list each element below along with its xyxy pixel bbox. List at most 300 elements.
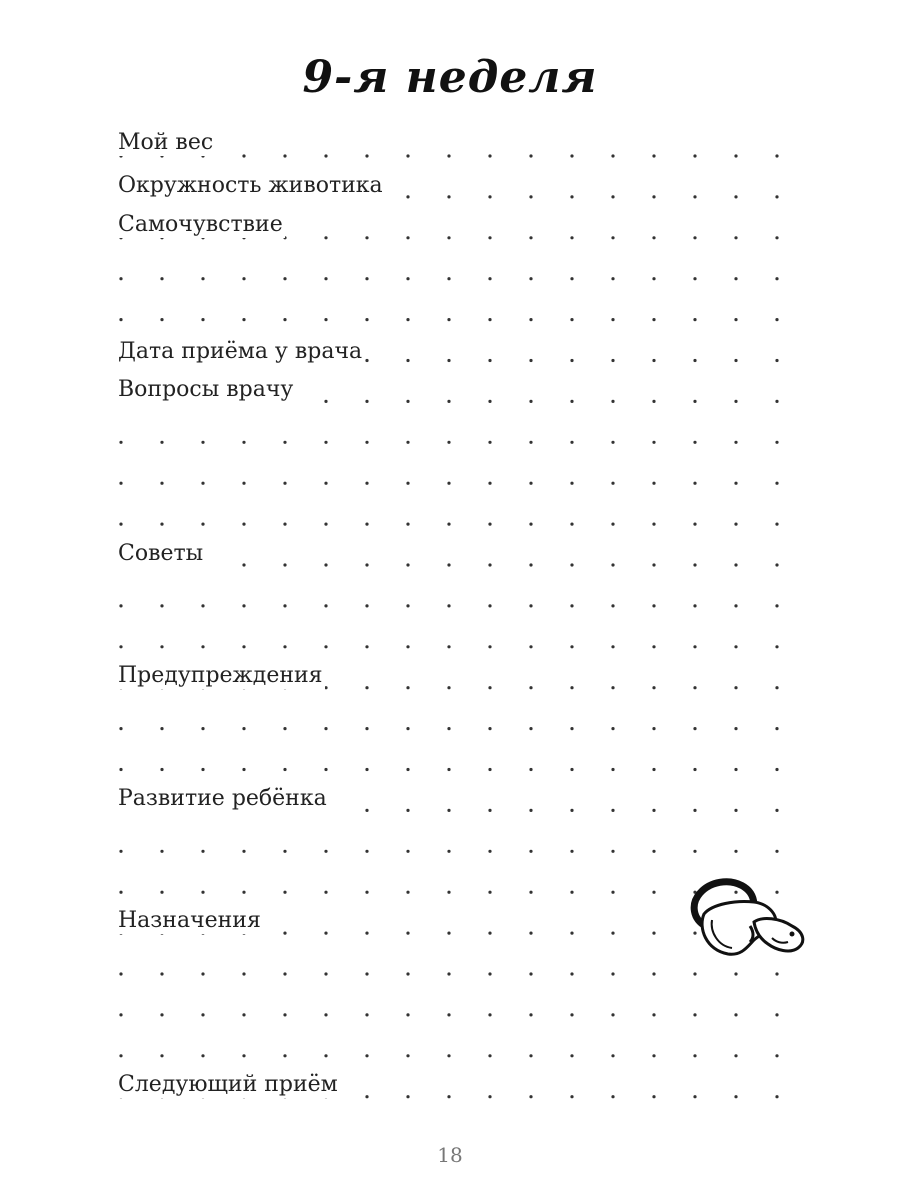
grid-dot: [693, 645, 696, 648]
grid-dot: [611, 932, 614, 935]
grid-dot: [693, 277, 696, 280]
grid-dot: [775, 359, 778, 362]
grid-dot: [324, 154, 327, 157]
grid-dot: [201, 768, 204, 771]
grid-dot: [488, 1095, 491, 1098]
grid-dot: [611, 482, 614, 485]
grid-dot: [365, 932, 368, 935]
grid-dot: [365, 154, 368, 157]
grid-dot: [529, 236, 532, 239]
grid-dot: [529, 482, 532, 485]
grid-dot: [324, 645, 327, 648]
grid-dot: [570, 563, 573, 566]
grid-dot: [488, 1013, 491, 1016]
grid-dot: [406, 645, 409, 648]
grid-dot: [652, 972, 655, 975]
grid-dot: [488, 563, 491, 566]
grid-dot: [365, 400, 368, 403]
grid-dot: [488, 686, 491, 689]
grid-dot: [734, 195, 737, 198]
grid-dot: [611, 850, 614, 853]
grid-dot: [406, 523, 409, 526]
grid-dot: [447, 359, 450, 362]
grid-dot: [652, 768, 655, 771]
grid-dot: [570, 154, 573, 157]
grid-dot: [447, 768, 450, 771]
grid-dot: [529, 277, 532, 280]
page-number: 18: [437, 1143, 463, 1167]
grid-dot: [529, 195, 532, 198]
grid-dot: [734, 727, 737, 730]
grid-dot: [611, 891, 614, 894]
grid-dot: [365, 482, 368, 485]
grid-dot: [119, 645, 122, 648]
grid-dot: [201, 441, 204, 444]
grid-dot: [488, 727, 491, 730]
grid-dot: [324, 727, 327, 730]
grid-dot: [242, 563, 245, 566]
grid-dot: [775, 400, 778, 403]
grid-dot: [160, 523, 163, 526]
grid-dot: [570, 686, 573, 689]
grid-dot: [693, 482, 696, 485]
grid-dot: [365, 359, 368, 362]
grid-dot: [365, 809, 368, 812]
grid-dot: [119, 1013, 122, 1016]
grid-dot: [283, 768, 286, 771]
grid-dot: [324, 850, 327, 853]
grid-dot: [365, 1095, 368, 1098]
grid-dot: [283, 645, 286, 648]
grid-dot: [488, 154, 491, 157]
field-warnings: Предупреждения: [118, 663, 323, 688]
grid-dot: [652, 195, 655, 198]
grid-dot: [570, 441, 573, 444]
field-doctor-questions: Вопросы врачу: [118, 377, 294, 402]
grid-dot: [775, 727, 778, 730]
grid-dot: [611, 318, 614, 321]
grid-dot: [160, 318, 163, 321]
grid-dot: [406, 972, 409, 975]
grid-dot: [693, 154, 696, 157]
grid-dot: [570, 809, 573, 812]
grid-dot: [529, 768, 532, 771]
grid-dot: [447, 645, 450, 648]
grid-dot: [488, 441, 491, 444]
grid-dot: [529, 1095, 532, 1098]
grid-dot: [488, 400, 491, 403]
grid-dot: [324, 482, 327, 485]
grid-dot: [447, 441, 450, 444]
grid-dot: [652, 236, 655, 239]
grid-dot: [734, 809, 737, 812]
grid-dot: [529, 563, 532, 566]
grid-dot: [160, 482, 163, 485]
grid-dot: [611, 1054, 614, 1057]
grid-dot: [570, 400, 573, 403]
grid-dot: [529, 850, 532, 853]
grid-dot: [693, 441, 696, 444]
grid-dot: [324, 400, 327, 403]
grid-dot: [611, 972, 614, 975]
grid-dot: [283, 523, 286, 526]
grid-dot: [734, 236, 737, 239]
grid-dot: [406, 727, 409, 730]
grid-dot: [447, 154, 450, 157]
grid-dot: [242, 727, 245, 730]
grid-dot: [242, 604, 245, 607]
grid-dot: [775, 686, 778, 689]
grid-dot: [160, 1054, 163, 1057]
grid-dot: [652, 1054, 655, 1057]
grid-dot: [652, 727, 655, 730]
grid-dot: [201, 727, 204, 730]
grid-dot: [160, 645, 163, 648]
grid-dot: [324, 972, 327, 975]
grid-dot: [119, 441, 122, 444]
grid-dot: [447, 523, 450, 526]
grid-dot: [365, 563, 368, 566]
grid-dot: [201, 1013, 204, 1016]
grid-dot: [529, 686, 532, 689]
grid-dot: [693, 1013, 696, 1016]
grid-dot: [365, 727, 368, 730]
grid-dot: [324, 604, 327, 607]
grid-dot: [693, 359, 696, 362]
grid-dot: [693, 850, 696, 853]
grid-dot: [447, 972, 450, 975]
grid-dot: [201, 604, 204, 607]
grid-dot: [324, 318, 327, 321]
field-belly: Окружность животика: [118, 173, 383, 198]
grid-dot: [447, 932, 450, 935]
grid-dot: [570, 277, 573, 280]
grid-dot: [447, 318, 450, 321]
grid-dot: [160, 768, 163, 771]
grid-dot: [734, 318, 737, 321]
grid-dot: [652, 277, 655, 280]
grid-dot: [652, 1095, 655, 1098]
grid-dot: [324, 441, 327, 444]
grid-dot: [324, 523, 327, 526]
grid-dot: [283, 1054, 286, 1057]
grid-dot: [488, 809, 491, 812]
grid-dot: [693, 318, 696, 321]
grid-dot: [611, 1095, 614, 1098]
grid-dot: [242, 891, 245, 894]
grid-dot: [406, 768, 409, 771]
grid-dot: [652, 604, 655, 607]
grid-dot: [447, 195, 450, 198]
grid-dot: [693, 523, 696, 526]
grid-dot: [693, 195, 696, 198]
grid-dot: [242, 523, 245, 526]
grid-dot: [652, 809, 655, 812]
grid-dot: [570, 359, 573, 362]
grid-dot: [570, 932, 573, 935]
grid-dot: [201, 482, 204, 485]
grid-dot: [611, 809, 614, 812]
grid-dot: [324, 236, 327, 239]
grid-dot: [488, 482, 491, 485]
grid-dot: [611, 523, 614, 526]
grid-dot: [119, 727, 122, 730]
grid-dot: [447, 1095, 450, 1098]
grid-dot: [406, 1054, 409, 1057]
grid-dot: [283, 1013, 286, 1016]
grid-dot: [406, 400, 409, 403]
grid-dot: [406, 1013, 409, 1016]
grid-dot: [652, 318, 655, 321]
grid-dot: [406, 195, 409, 198]
grid-dot: [570, 891, 573, 894]
grid-dot: [365, 850, 368, 853]
grid-dot: [365, 1013, 368, 1016]
grid-dot: [447, 891, 450, 894]
grid-dot: [652, 482, 655, 485]
grid-dot: [160, 727, 163, 730]
grid-dot: [283, 563, 286, 566]
grid-dot: [488, 645, 491, 648]
grid-dot: [365, 891, 368, 894]
grid-dot: [570, 645, 573, 648]
grid-dot: [611, 236, 614, 239]
grid-dot: [406, 236, 409, 239]
grid-dot: [775, 523, 778, 526]
grid-dot: [324, 1054, 327, 1057]
grid-dot: [324, 1013, 327, 1016]
grid-dot: [488, 850, 491, 853]
grid-dot: [693, 604, 696, 607]
grid-dot: [242, 441, 245, 444]
grid-dot: [529, 604, 532, 607]
grid-dot: [324, 891, 327, 894]
grid-dot: [365, 318, 368, 321]
grid-dot: [529, 891, 532, 894]
grid-dot: [283, 932, 286, 935]
grid-dot: [775, 1095, 778, 1098]
grid-dot: [652, 154, 655, 157]
grid-dot: [734, 686, 737, 689]
grid-dot: [488, 932, 491, 935]
grid-dot: [570, 482, 573, 485]
grid-dot: [775, 1013, 778, 1016]
grid-dot: [693, 768, 696, 771]
grid-dot: [201, 318, 204, 321]
grid-dot: [529, 523, 532, 526]
grid-dot: [611, 441, 614, 444]
grid-dot: [488, 236, 491, 239]
grid-dot: [283, 441, 286, 444]
grid-dot: [570, 318, 573, 321]
grid-dot: [611, 400, 614, 403]
grid-dot: [447, 604, 450, 607]
grid-dot: [652, 400, 655, 403]
grid-dot: [488, 604, 491, 607]
grid-dot: [406, 318, 409, 321]
grid-dot: [324, 768, 327, 771]
field-next-appointment: Следующий приём: [118, 1072, 338, 1097]
grid-dot: [406, 604, 409, 607]
grid-dot: [406, 809, 409, 812]
grid-dot: [611, 727, 614, 730]
grid-dot: [652, 850, 655, 853]
grid-dot: [324, 686, 327, 689]
grid-dot: [570, 195, 573, 198]
grid-dot: [406, 932, 409, 935]
grid-dot: [365, 441, 368, 444]
grid-dot: [570, 236, 573, 239]
grid-dot: [160, 850, 163, 853]
grid-dot: [119, 604, 122, 607]
grid-dot: [775, 195, 778, 198]
grid-dot: [529, 645, 532, 648]
grid-dot: [488, 277, 491, 280]
grid-dot: [652, 645, 655, 648]
grid-dot: [283, 154, 286, 157]
grid-dot: [775, 236, 778, 239]
grid-dot: [447, 809, 450, 812]
grid-dot: [365, 686, 368, 689]
grid-dot: [775, 318, 778, 321]
grid-dot: [119, 523, 122, 526]
grid-dot: [652, 563, 655, 566]
field-wellbeing: Самочувствие: [118, 212, 283, 237]
grid-dot: [611, 686, 614, 689]
grid-dot: [570, 768, 573, 771]
grid-dot: [119, 972, 122, 975]
field-advice: Советы: [118, 541, 204, 566]
page-title: 9-я неделя: [302, 52, 598, 103]
grid-dot: [324, 277, 327, 280]
grid-dot: [447, 236, 450, 239]
grid-dot: [734, 277, 737, 280]
grid-dot: [611, 563, 614, 566]
grid-dot: [447, 850, 450, 853]
pacifier-icon: [684, 876, 814, 966]
grid-dot: [611, 195, 614, 198]
grid-dot: [365, 604, 368, 607]
grid-dot: [775, 154, 778, 157]
grid-dot: [283, 277, 286, 280]
grid-dot: [406, 686, 409, 689]
grid-dot: [734, 523, 737, 526]
grid-dot: [488, 523, 491, 526]
grid-dot: [365, 972, 368, 975]
grid-dot: [734, 482, 737, 485]
grid-dot: [406, 441, 409, 444]
grid-dot: [201, 1054, 204, 1057]
grid-dot: [611, 154, 614, 157]
grid-dot: [201, 891, 204, 894]
grid-dot: [283, 972, 286, 975]
grid-dot: [160, 441, 163, 444]
grid-dot: [119, 318, 122, 321]
grid-dot: [570, 523, 573, 526]
grid-dot: [734, 645, 737, 648]
grid-dot: [406, 1095, 409, 1098]
grid-dot: [734, 850, 737, 853]
grid-dot: [406, 891, 409, 894]
field-weight: Мой вес: [118, 130, 214, 155]
grid-dot: [611, 359, 614, 362]
grid-dot: [734, 972, 737, 975]
grid-dot: [160, 604, 163, 607]
grid-dot: [529, 809, 532, 812]
grid-dot: [570, 727, 573, 730]
grid-dot: [734, 1095, 737, 1098]
grid-dot: [406, 850, 409, 853]
grid-dot: [734, 1054, 737, 1057]
field-prescriptions: Назначения: [118, 908, 261, 933]
grid-dot: [283, 482, 286, 485]
grid-dot: [283, 604, 286, 607]
grid-dot: [693, 727, 696, 730]
grid-dot: [570, 972, 573, 975]
grid-dot: [775, 563, 778, 566]
grid-dot: [529, 318, 532, 321]
grid-dot: [652, 891, 655, 894]
grid-dot: [488, 359, 491, 362]
grid-dot: [160, 972, 163, 975]
grid-dot: [775, 972, 778, 975]
grid-dot: [119, 1054, 122, 1057]
grid-dot: [160, 1013, 163, 1016]
grid-dot: [488, 972, 491, 975]
grid-dot: [693, 563, 696, 566]
grid-dot: [447, 482, 450, 485]
grid-dot: [160, 277, 163, 280]
grid-dot: [365, 1054, 368, 1057]
grid-dot: [242, 1054, 245, 1057]
grid-dot: [201, 972, 204, 975]
grid-dot: [775, 768, 778, 771]
grid-dot: [775, 482, 778, 485]
grid-dot: [693, 809, 696, 812]
grid-dot: [119, 482, 122, 485]
grid-dot: [406, 154, 409, 157]
grid-dot: [365, 236, 368, 239]
grid-dot: [775, 1054, 778, 1057]
grid-dot: [775, 645, 778, 648]
grid-dot: [283, 318, 286, 321]
grid-dot: [242, 277, 245, 280]
grid-dot: [693, 972, 696, 975]
grid-dot: [201, 277, 204, 280]
grid-dot: [488, 318, 491, 321]
grid-dot: [693, 236, 696, 239]
grid-dot: [365, 645, 368, 648]
grid-dot: [488, 1054, 491, 1057]
grid-dot: [734, 768, 737, 771]
grid-dot: [119, 891, 122, 894]
grid-dot: [611, 768, 614, 771]
grid-dot: [775, 277, 778, 280]
grid-dot: [119, 277, 122, 280]
grid-dot: [201, 850, 204, 853]
grid-dot: [242, 768, 245, 771]
grid-dot: [201, 523, 204, 526]
grid-dot: [160, 891, 163, 894]
grid-dot: [488, 891, 491, 894]
grid-dot: [693, 1054, 696, 1057]
grid-dot: [734, 604, 737, 607]
grid-dot: [652, 441, 655, 444]
grid-dot: [447, 563, 450, 566]
grid-dot: [488, 195, 491, 198]
grid-dot: [611, 645, 614, 648]
field-baby-development: Развитие ребёнка: [118, 786, 327, 811]
